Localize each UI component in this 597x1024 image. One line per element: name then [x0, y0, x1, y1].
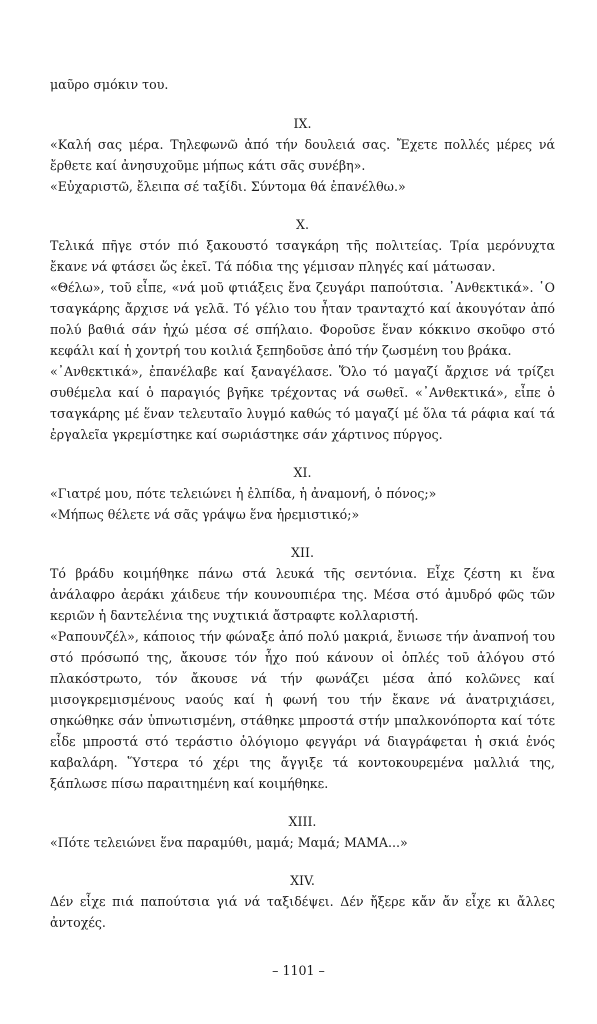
section-xiv: [50, 870, 555, 933]
paragraph: «Ραπουνζέλ», κάποιος τήν φώναξε ἀπό πολύ μακριά, ἔνιωσε τήν ἀναπνοή του στό πρόσωπό της, ἄκουσε τόν ἦχο πού κάνουν οἱ ὁπλές τοῦ ἀλόγου στό πλακόστρωτο, τόν ἄκουσε νά τήν φωνάζει μέσα ἀπό κολῶνες καί μισογκρεμισμένους ναούς καί ἡ φωνή του τήν ἔκανε νά ἀνατριχιάσει, σηκώθηκε σάν ὑπνωτισμένη, στάθηκε μπροστά στήν μπαλκονόπορτα καί τότε εἶδε μπροστά στό τεράστιο ὁλόγιομο φεγγάρι νά διαγράφεται ἡ σκιά ἑνός καβαλάρη. Ὕστερα τό χέρι της ἄγγιξε τά κοντοκουρεμένα μαλλιά της, ξάπλωσε πίσω παραιτημένη καί κοιμήθηκε.: [50, 629, 555, 791]
section-heading: X.: [296, 217, 309, 232]
page-number: – 1101 –: [272, 963, 325, 978]
page-body: [50, 74, 555, 933]
paragraph: Τό βράδυ κοιμήθηκε πάνω στά λευκά τῆς σεντόνια. Εἶχε ζέστη κι ἕνα ἀνάλαφρο ἀεράκι χάιδευε τήν κουνουπιέρα της. Μέσα στό ἀμυδρό φῶς τῶν κεριῶν ἡ δαντελένια της νυχτικιά ἄστραφτε κολλαριστή.: [50, 566, 555, 623]
section-xii: [50, 542, 555, 794]
paragraph: «Πότε τελειώνει ἕνα παραμύθι, μαμά; Μαμά; ΜΑΜΑ...»: [50, 835, 408, 850]
section-heading: XIII.: [288, 814, 317, 829]
paragraph: «Γιατρέ μου, πότε τελειώνει ἡ ἐλπίδα, ἡ ἀναμονή, ὁ πόνος;»: [50, 486, 437, 501]
section-x: [50, 214, 555, 445]
section-heading: XI.: [293, 465, 312, 480]
section-xi: [50, 462, 555, 525]
paragraph: «᾿Ανθεκτικά», ἐπανέλαβε καί ξαναγέλασε. Ὅλο τό μαγαζί ἄρχισε νά τρίζει συθέμελα καί ὁ παραγιός βγῆκε τρέχοντας νά σωθεῖ. «᾿Ανθεκτικά», εἶπε ὁ τσαγκάρης μέ ἕναν τελευταῖο λυγμό καθώς τό μαγαζί μέ ὅλα τά ράφια καί τά ἐργαλεῖα γκρεμίστηκε καί σωριάστηκε σάν χάρτινος πύργος.: [50, 364, 555, 442]
section-heading: XII.: [291, 545, 314, 560]
section-heading: XIV.: [290, 873, 315, 888]
paragraph: Δέν εἶχε πιά παπούτσια γιά νά ταξιδέψει. Δέν ἤξερε κἄν ἄν εἶχε κι ἄλλες ἀντοχές.: [50, 894, 555, 930]
paragraph: «Εὐχαριστῶ, ἔλειπα σέ ταξίδι. Σύντομα θά ἐπανέλθω.»: [50, 179, 406, 194]
paragraph: «Μήπως θέλετε νά σᾶς γράψω ἕνα ἠρεμιστικό;»: [50, 507, 360, 522]
section-ix: [50, 113, 555, 197]
continued-paragraph: μαῦρο σμόκιν του.: [50, 77, 169, 92]
paragraph: Τελικά πῆγε στόν πιό ξακουστό τσαγκάρη τῆς πολιτείας. Τρία μερόνυχτα ἔκανε νά φτάσει ὥς ἐκεῖ. Τά πόδια της γέμισαν πληγές καί μάτωσαν.: [50, 238, 555, 274]
paragraph: «Θέλω», τοῦ εἶπε, «νά μοῦ φτιάξεις ἕνα ζευγάρι παπούτσια. ᾿Ανθεκτικά». ῾Ο τσαγκάρης ἄρχισε νά γελᾶ. Τό γέλιο του ἦταν τρανταχτό καί ἀκουγόταν ἀπό πολύ βαθιά σάν ἠχώ μέσα σέ σπήλαιο. Φοροῦσε ἕναν κόκκινο σκοῦφο στό κεφάλι καί ἡ χοντρή του κοιλιά ξεπηδοῦσε ἀπό τήν ζωσμένη του βράκα.: [50, 280, 555, 358]
paragraph: «Καλή σας μέρα. Τηλεφωνῶ ἀπό τήν δουλειά σας. Ἔχετε πολλές μέρες νά ἔρθετε καί ἀνησυχοῦμε μήπως κάτι σᾶς συνέβη».: [50, 137, 555, 173]
section-xiii: [50, 811, 555, 853]
section-heading: IX.: [293, 116, 312, 131]
